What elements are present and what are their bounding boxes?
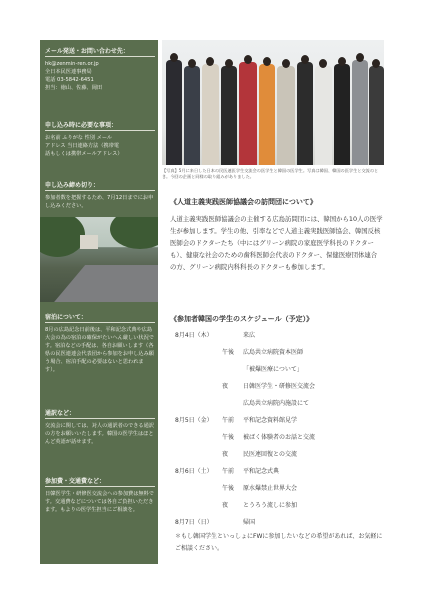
contact-org: 全日本民医連事務局 [45, 69, 92, 75]
schedule-event: 帰国 [243, 519, 256, 526]
schedule-title: 《参加者韓国の学生のスケジュール（予定）》 [170, 315, 314, 323]
fee-text: 日韓医学生・研修医交流会への参加費は無料です。交通費などについては各自ご負担いただきます。もよりの医学生担当にご相談を。 [45, 491, 154, 513]
schedule-event: 広島共立病院資本医師 [243, 349, 304, 356]
person-shape [334, 64, 350, 165]
accommodation-section [45, 312, 155, 374]
person-head [338, 57, 346, 66]
interpreter-text: 交流会に関しては、対人の通訳者のできる通訳の方をお願いいたします。韓国の医学生はほとんど英語が話せます。 [45, 423, 154, 445]
person-head [170, 53, 178, 62]
schedule-date: 8月5日（金） [175, 417, 213, 424]
contact-staff: 担当：徳山、佐藤、岡田 [45, 85, 103, 91]
tree-shape [110, 217, 158, 249]
person-head [319, 59, 327, 68]
schedule-date: 8月6日（土） [175, 468, 213, 475]
person-shape [221, 66, 237, 165]
person-shape [239, 62, 257, 165]
contact-email[interactable]: hk@zenmin-ren.or.jp [45, 61, 99, 67]
schedule-time: 午後 [222, 349, 235, 356]
contact-section [45, 46, 155, 92]
person-shape [352, 60, 368, 165]
road-shape [40, 265, 158, 302]
contact-sidebar [40, 40, 158, 564]
deadline-text: 参加者数を把握するため、7月12日までにお申し込みください。 [45, 195, 154, 209]
schedule-event: 平和記念資料館見学 [243, 417, 298, 424]
apply-line: お名前 ふりがな 性別 メール [45, 135, 113, 141]
schedule-time: 午前 [222, 417, 235, 424]
schedule-event: 被ばく体験者のお話と交流 [243, 434, 316, 441]
interpreter-title: 通訳など： [45, 408, 155, 419]
person-head [263, 57, 271, 66]
person-shape [184, 66, 200, 165]
schedule-event: とうろう流しに参加 [243, 502, 298, 509]
group-photo [162, 40, 384, 165]
person-shape [315, 66, 332, 165]
schedule-time: 午後 [222, 434, 235, 441]
schedule-event: 「被爆医療について」 [243, 366, 303, 373]
deadline-title: 申し込み締め切り： [45, 180, 155, 191]
person-head [225, 59, 233, 68]
schedule-event: 日韓医学生・研修医交流会 [243, 383, 316, 390]
contact-phone: 電話 03-5842-6451 [45, 77, 94, 83]
person-head [356, 53, 364, 62]
delegation-title: 《人道主義実践医師協議会の訪問団について》 [170, 198, 317, 206]
schedule-time: 夜 [222, 383, 229, 390]
schedule-event: 原水爆禁止世界大会 [243, 485, 298, 492]
building-shape [80, 235, 98, 249]
schedule-event: 民医連回復との交流 [243, 451, 298, 458]
delegation-body: 人道主義実践医師協議会の主催する広島訪問団には、韓国から10人の医学生が参加します。学生の他、引率などで人道主義実践医師協会、韓国反核医師会のドクターたち（中にはグリーン病院の家庭医学科長のドクターも）、健康な社会のための歯科医師会代表のドクター、保健医療団体連合の方、グリーン病院内科科長のドクターも参加します。 [170, 215, 383, 271]
person-head [188, 59, 196, 68]
accommodation-title: 宿泊について： [45, 312, 155, 323]
interpreter-section [45, 408, 155, 446]
person-head [206, 57, 214, 66]
street-photo [40, 217, 158, 302]
apply-title: 申し込み時に必要な事項： [45, 120, 155, 131]
schedule-note: ＊もし韓国学生といっしょにFWに参加したいなどの希望があれば、お気軽にご相談ください。 [175, 533, 383, 552]
schedule-time: 午後 [222, 485, 235, 492]
schedule-date: 8月7日（日） [175, 519, 213, 526]
apply-line: アドレス 当日連絡方法（携帯電 [45, 143, 120, 149]
schedule-time: 夜 [222, 451, 229, 458]
schedule-time: 午前 [222, 468, 235, 475]
person-head [282, 59, 290, 68]
accommodation-text: 8月の広島記念日前後は、平和記念式典や広島大会の為の宿泊の確保がたいへん厳しい状況です。宿泊などの手配は、各自お願いします（各県の民医連連会代表団から参加をお申し込み願う場合、宿泊手配の必要はないと思われます）。 [45, 327, 154, 373]
person-head [372, 59, 380, 68]
schedule-event: 来広 [243, 332, 256, 339]
schedule-date: 8月4日（木） [175, 332, 213, 339]
schedule-event: 平和記念式典 [243, 468, 280, 475]
apply-line: 話もしくは携帯メールアドレス） [45, 151, 123, 157]
deadline-section [45, 180, 155, 210]
person-shape [259, 64, 275, 165]
apply-section [45, 120, 155, 158]
fee-title: 参加費・交通費など： [45, 476, 155, 487]
photo-caption: 【写真】5月に来日した日本の民医連医学生交流会の医学生と韓国の医学生。写真は韓国、韓国の医学生と交流のとき。今回の企画と同様の取り組みがありました。 [162, 168, 379, 179]
person-head [244, 55, 252, 64]
person-shape [202, 64, 219, 165]
tree-shape [40, 217, 85, 257]
person-shape [277, 66, 295, 165]
person-shape [166, 60, 182, 165]
person-head [301, 55, 309, 64]
person-shape [297, 62, 313, 165]
contact-title: メール発送・お問い合わせ先： [45, 46, 155, 57]
person-shape [369, 66, 384, 165]
fee-section [45, 476, 155, 514]
schedule-time: 夜 [222, 502, 229, 509]
schedule-event: 広島共立病院内施設にて [243, 400, 310, 407]
